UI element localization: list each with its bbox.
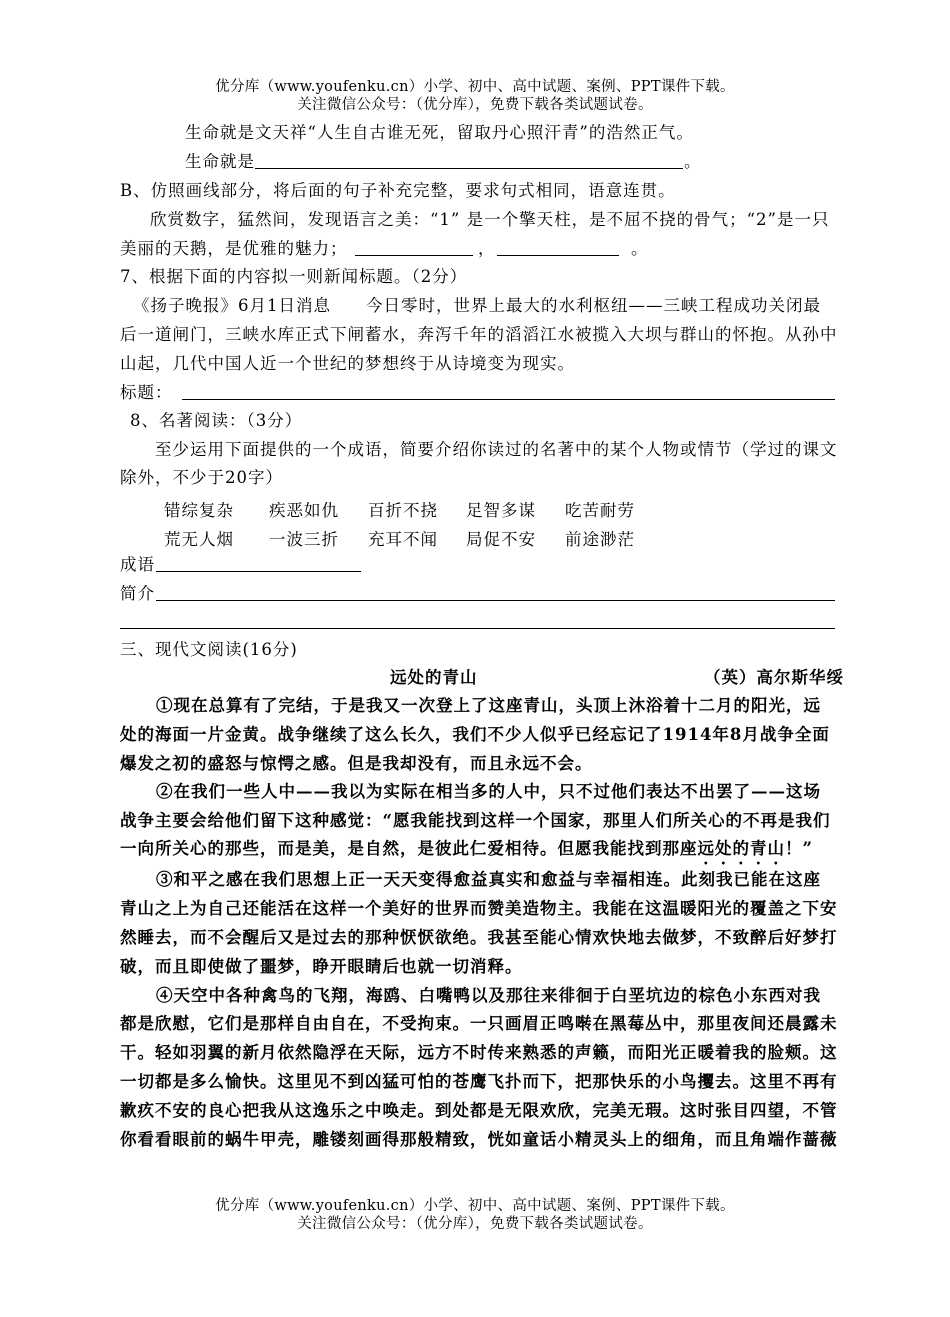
p1-line1: ①现在总算有了完结，于是我又一次登上了这座青山，头顶上沐浴着十二月的阳光，远 <box>156 696 821 715</box>
q6b-sep: ， <box>478 239 496 258</box>
page-footer-line1: 优分库（www.youfenku.cn）小学、初中、高中试题、案例、PPT课件下载。 <box>215 1198 735 1214</box>
page-header-line1: 优分库（www.youfenku.cn）小学、初中、高中试题、案例、PPT课件下载。 <box>215 79 735 95</box>
q7-answer-line[interactable] <box>182 399 835 400</box>
p2-line3-text: 一向所关心的那些，而是美，是自然，是彼此仁爱相待。但愿我能找到那座 <box>120 839 698 858</box>
q6a-example: 生命就是文天祥“人生自古谁无死，留取丹心照汗青”的浩然正气。 <box>185 123 694 142</box>
p4-line1: ④天空中各种禽鸟的飞翔，海鸥、白嘴鸭以及那往来徘徊于白垩坑边的棕色小东西对我 <box>156 986 821 1005</box>
p2-dotted-phrase: 远处的青山 <box>697 839 785 858</box>
article-author: （英）高尔斯华绥 <box>704 668 844 687</box>
q6a-answer-line[interactable] <box>255 168 683 169</box>
idiom: 前途渺茫 <box>565 530 635 549</box>
idiom: 局促不安 <box>466 530 536 549</box>
q8-line1: 至少运用下面提供的一个成语，简要介绍你读过的名著中的某个人物或情节（学过的课文 <box>155 440 838 459</box>
p2-line3 <box>120 839 813 868</box>
p3-line4: 破，而且即使做了噩梦，睁开眼睛后也就一切消释。 <box>120 957 523 976</box>
q6b-end: 。 <box>631 239 649 258</box>
page-footer-line2: 关注微信公众号：（优分库），免费下载各类试题试卷。 <box>297 1216 653 1232</box>
p3-line2: 青山之上为自己还能活在这样一个美好的世界而赞美造物主。我能在这温暖阳光的覆盖之下安 <box>120 899 838 918</box>
idiom: 一波三折 <box>269 530 339 549</box>
q8-intro-answer-line-2[interactable] <box>120 628 835 629</box>
p2-line1: ②在我们一些人中——我以为实际在相当多的人中，只不过他们表达不出罢了——这场 <box>156 782 821 801</box>
q6b-line2a: 美丽的天鹅，是优雅的魅力； <box>120 239 348 258</box>
idiom: 荒无人烟 <box>164 530 234 549</box>
article-title: 远处的青山 <box>390 668 478 687</box>
q8-idiom-label: 成语 <box>120 555 155 574</box>
p4-line2: 都是欣慰，它们是那样自由自在，不受拘束。一只画眉正鸣啭在黑莓丛中，那里夜间还晨露未 <box>120 1014 838 1033</box>
p2-line2: 战争主要会给他们留下这种感觉：“愿我能找到这样一个国家，那里人们所关心的不再是我们 <box>120 811 831 830</box>
q7-line3: 山起，几代中国人近一个世纪的梦想终于从诗境变为现实。 <box>120 354 575 373</box>
p3-line3: 然睡去，而不会醒后又是过去的那种恹恹欲绝。我甚至能心情欢快地去做梦，不致醉后好梦打 <box>120 928 838 947</box>
idiom: 百折不挠 <box>368 501 438 520</box>
idiom: 足智多谋 <box>466 501 536 520</box>
q6b-title: B、仿照画线部分，将后面的句子补充完整，要求句式相同，语意连贯。 <box>120 181 676 200</box>
idiom: 错综复杂 <box>164 501 234 520</box>
p4-line5: 歉疚不安的良心把我从这逸乐之中唤走。到处都是无限欢欣，完美无瑕。这时张目四望，不管 <box>120 1101 838 1120</box>
q8-title: 8、名著阅读：（3分） <box>130 411 303 430</box>
page-header-line2: 关注微信公众号：（优分库），免费下载各类试题试卷。 <box>297 97 653 113</box>
q6b-blank-1[interactable] <box>355 255 473 256</box>
q8-line2: 除外，不少于20字） <box>120 468 283 487</box>
q7-line2: 后一道闸门，三峡水库正式下闸蓄水，奔泻千年的滔滔江水被揽入大坝与群山的怀抱。从孙中 <box>120 325 838 344</box>
q6a-prompt: 生命就是 <box>185 152 255 171</box>
p4-line3: 干。轻如羽翼的新月依然隐浮在天际，远方不时传来熟悉的声籁，而阳光正暖着我的脸颊。这 <box>120 1043 838 1062</box>
q7-title: 7、根据下面的内容拟一则新闻标题。（2分） <box>120 267 468 286</box>
q6b-blank-2[interactable] <box>497 255 619 256</box>
p2-line3-end: ！” <box>785 839 813 858</box>
q6a-end: 。 <box>684 152 702 171</box>
q6b-line1: 欣赏数字，猛然间，发现语言之美：“1” 是一个擎天柱，是不屈不挠的骨气；“2”是一只 <box>150 210 830 229</box>
idiom: 充耳不闻 <box>368 530 438 549</box>
p4-line6: 你看看眼前的蜗牛甲壳，雕镂刻画得那般精致，恍如童话小精灵头上的细角，而且角端作蔷薇 <box>120 1130 838 1149</box>
q7-line1: 《扬子晚报》6月1日消息 今日零时，世界上最大的水利枢纽——三峡工程成功关闭最 <box>133 296 821 315</box>
q7-answer-label: 标题： <box>120 383 173 402</box>
p4-line4: 一切都是多么愉快。这里见不到凶猛可怕的苍鹰飞扑而下，把那快乐的小鸟攫去。这里不再有 <box>120 1072 838 1091</box>
q8-intro-answer-line[interactable] <box>156 600 835 601</box>
q8-idiom-answer-line[interactable] <box>156 571 361 572</box>
p3-line1: ③和平之感在我们思想上正一天天变得愈益真实和愈益与幸福相连。此刻我已能在这座 <box>156 870 821 889</box>
section3-title: 三、现代文阅读(16分) <box>120 640 298 659</box>
idiom: 吃苦耐劳 <box>565 501 635 520</box>
p1-line2: 处的海面一片金黄。战争继续了这么长久，我们不少人似乎已经忘记了1914年8月战争全面 <box>120 725 830 744</box>
idiom: 疾恶如仇 <box>269 501 339 520</box>
p1-line3: 爆发之初的盛怒与惊愕之感。但是我却没有，而且永远不会。 <box>120 754 593 773</box>
q8-intro-label: 简介 <box>120 584 155 603</box>
